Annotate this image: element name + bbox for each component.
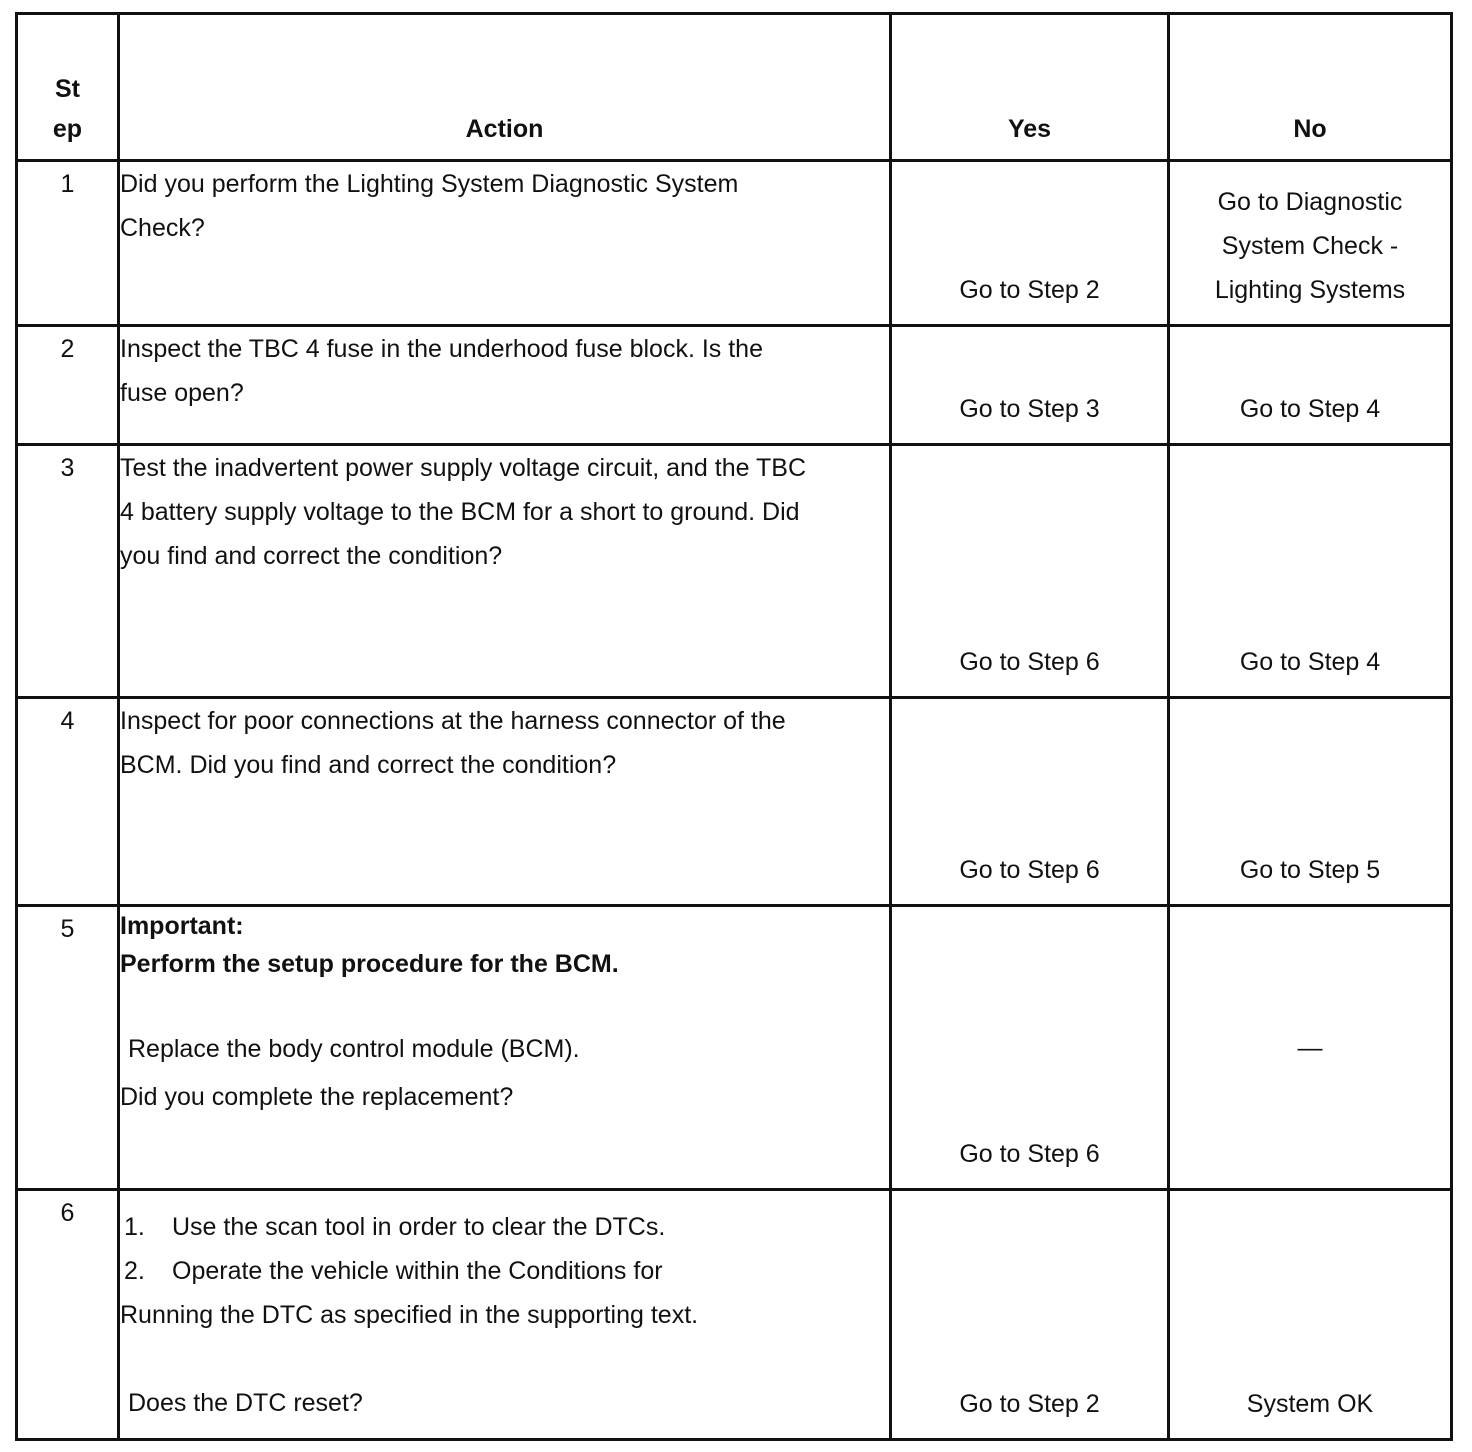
- table-row: [17, 445, 1452, 698]
- step-header: [17, 14, 119, 161]
- table-row: [17, 326, 1452, 445]
- step-header-line2: ep: [52, 115, 83, 143]
- no-cell: Go to Diagnostic System Check - Lighting Systems: [1169, 161, 1452, 326]
- no-cell: System OK: [1169, 1190, 1452, 1440]
- yes-cell: Go to Step 3: [891, 326, 1169, 445]
- action-cell: Did you perform the Lighting System Diagnostic System Check?: [119, 161, 891, 326]
- step-header-line1: St: [55, 75, 80, 103]
- action-cell: 1. Use the scan tool in order to clear the DTCs. 2. Operate the vehicle within the Conditions for Running the DTC as specified in the supporting text. Does the DTC reset?: [119, 1190, 891, 1440]
- diagnostic-table: [15, 12, 1453, 1441]
- table-row: [17, 161, 1452, 326]
- important-label: Important:: [120, 912, 244, 940]
- no-cell: Go to Step 4: [1169, 445, 1452, 698]
- numbered-list: [120, 1205, 889, 1293]
- step-number: 5: [17, 906, 119, 1190]
- list-item: 1. Use the scan tool in order to clear the DTCs.: [124, 1213, 666, 1241]
- action-header: Action: [119, 14, 891, 161]
- yes-cell: Go to Step 6: [891, 445, 1169, 698]
- yes-cell: Go to Step 6: [891, 906, 1169, 1190]
- action-cell: Inspect the TBC 4 fuse in the underhood fuse block. Is the fuse open?: [119, 326, 891, 445]
- action-cell: Test the inadvertent power supply voltage circuit, and the TBC 4 battery supply voltage to the BCM for a short to ground. Did you find and correct the condition?: [119, 445, 891, 698]
- yes-cell: Go to Step 2: [891, 161, 1169, 326]
- step-number: 3: [17, 445, 119, 698]
- table-row: [17, 698, 1452, 906]
- yes-header: Yes: [891, 14, 1169, 161]
- yes-cell: Go to Step 6: [891, 698, 1169, 906]
- header-row: [17, 14, 1452, 161]
- table-row: [17, 1190, 1452, 1440]
- step-number: 1: [17, 161, 119, 326]
- yes-cell: Go to Step 2: [891, 1190, 1169, 1440]
- no-cell: Go to Step 4: [1169, 326, 1452, 445]
- no-header: No: [1169, 14, 1452, 161]
- table-row: [17, 906, 1452, 1190]
- no-cell: —: [1169, 906, 1452, 1190]
- no-cell: Go to Step 5: [1169, 698, 1452, 906]
- action-cell: Inspect for poor connections at the harness connector of the BCM. Did you find and correct the condition?: [119, 698, 891, 906]
- action-cell: Important: Perform the setup procedure for the BCM. Replace the body control module (BCM). Did you complete the replacement?: [119, 906, 891, 1190]
- step-number: 2: [17, 326, 119, 445]
- list-item: 2. Operate the vehicle within the Conditions for: [124, 1257, 663, 1285]
- step-number: 6: [17, 1190, 119, 1440]
- step-number: 4: [17, 698, 119, 906]
- important-text: Perform the setup procedure for the BCM.: [120, 950, 619, 978]
